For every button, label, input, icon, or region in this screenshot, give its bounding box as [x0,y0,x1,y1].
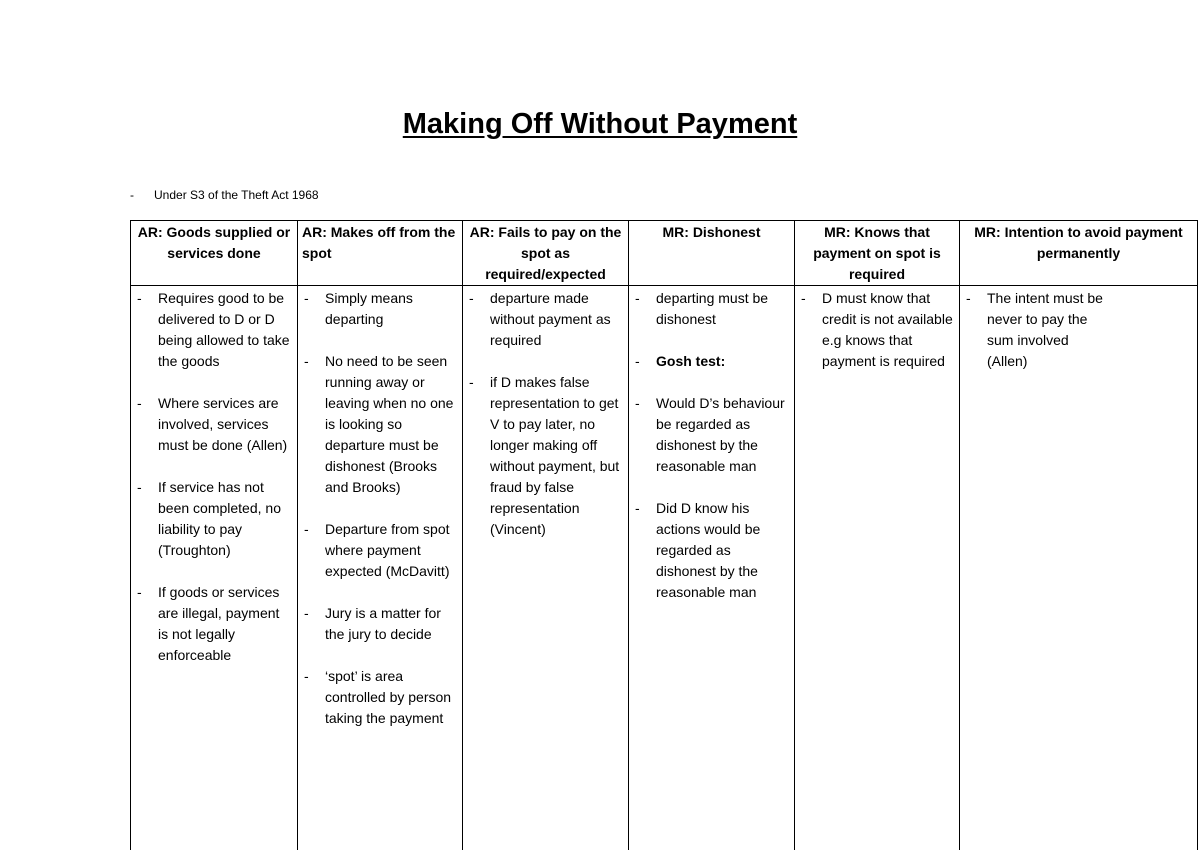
bullet-dash: - [633,288,656,330]
list-item: - If service has not been completed, no liability to pay (Troughton) [135,477,293,561]
list-item: - If goods or services are illegal, payment is not legally enforceable [135,582,293,666]
bullet-dash: - [135,288,158,372]
intro-text: Under S3 of the Theft Act 1968 [154,188,319,202]
bullet-dash: - [130,188,154,202]
list-item: - Gosh test: [633,351,790,372]
bullet-dash: - [799,288,822,372]
cell-knows-payment-required [795,286,960,850]
cell-intention-avoid-payment [960,286,1198,850]
list-item: - D must know that credit is not available e.g knows that payment is required [799,288,955,372]
list-item: - Would D’s behaviour be regarded as dishonest by the reasonable man [633,393,790,477]
page-title: Making Off Without Payment [0,108,1200,141]
list-item: - Did D know his actions would be regarded as dishonest by the reasonable man [633,498,790,603]
cell-fails-to-pay [463,286,629,850]
header-knows-payment-required: MR: Knows that payment on spot is required [795,221,960,286]
list-item: - departure made without payment as required [467,288,624,351]
intro-line [130,188,319,202]
header-makes-off: AR: Makes off from the spot [298,221,463,286]
bullet-dash: - [135,393,158,456]
list-item: - Jury is a matter for the jury to decide [302,603,458,645]
notes-table [130,220,1198,850]
list-item: - Departure from spot where payment expected (McDavitt) [302,519,458,582]
bullet-dash: - [964,288,987,372]
header-intention-avoid-payment: MR: Intention to avoid payment permanently [960,221,1198,286]
bullet-dash: - [302,603,325,645]
bullet-dash: - [135,477,158,561]
header-row [131,221,1198,286]
bullet-dash: - [302,519,325,582]
header-dishonest: MR: Dishonest [629,221,795,286]
header-fails-to-pay: AR: Fails to pay on the spot as required/expected [463,221,629,286]
list-item: - No need to be seen running away or leaving when no one is looking so departure must be dishonest (Brooks and Brooks) [302,351,458,498]
bullet-dash: - [633,498,656,603]
bullet-dash: - [467,288,490,351]
list-item: - Simply means departing [302,288,458,330]
bullet-dash: - [135,582,158,666]
list-item: - Where services are involved, services must be done (Allen) [135,393,293,456]
bullet-dash: - [302,666,325,729]
header-goods-supplied: AR: Goods supplied or services done [131,221,298,286]
list-item: - departing must be dishonest [633,288,790,330]
list-item: - ‘spot’ is area controlled by person taking the payment [302,666,458,729]
bullet-dash: - [633,393,656,477]
bullet-dash: - [302,288,325,330]
cell-goods-supplied [131,286,298,850]
list-item: - if D makes false representation to get V to pay later, no longer making off without payment, but fraud by false representation (Vincent) [467,372,624,540]
bullet-dash: - [467,372,490,540]
bullet-dash: - [302,351,325,498]
cell-makes-off [298,286,463,850]
cell-dishonest [629,286,795,850]
bullet-dash: - [633,351,656,372]
list-item: - The intent must be never to pay the sum involved (Allen) [964,288,1193,372]
list-item: - Requires good to be delivered to D or D being allowed to take the goods [135,288,293,372]
content-row [131,286,1198,850]
